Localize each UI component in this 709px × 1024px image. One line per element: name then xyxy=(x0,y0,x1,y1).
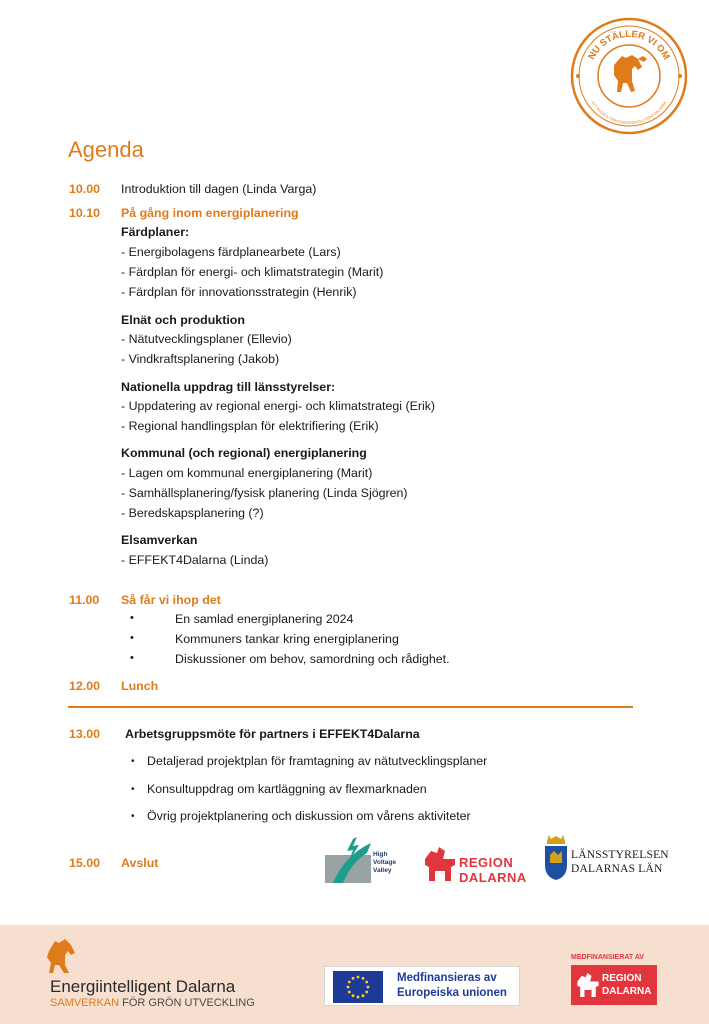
section-heading: Nationella uppdrag till länsstyrelser: xyxy=(121,380,336,394)
region-dalarna-footer-logo xyxy=(571,965,657,1005)
medfinansierat-label: MEDFINANSIERAT AV xyxy=(571,954,644,961)
time-1500: 15.00 xyxy=(69,856,101,870)
section-heading: Elnät och produktion xyxy=(121,313,245,327)
bullet-icon: • xyxy=(131,784,135,795)
eu-line2: Europeiska unionen xyxy=(397,987,507,999)
section-line: - Nätutvecklingsplaner (Ellevio) xyxy=(121,332,292,346)
bullet-icon: • xyxy=(130,652,134,664)
eu-flag-icon xyxy=(333,971,383,1003)
section-line: - Färdplan för energi- och klimatstrategin (Marit) xyxy=(121,265,384,279)
time-1200: 12.00 xyxy=(69,679,101,693)
badge-bottom-text: ETT INITIATIV FRÅN ENERGIINTELLIGENT DALARNA xyxy=(590,100,668,126)
bullet-icon: • xyxy=(130,632,134,644)
section-heading: Färdplaner: xyxy=(121,225,190,239)
region-text: REGION xyxy=(459,855,514,870)
lansstyrelsen-logo xyxy=(543,833,668,883)
bullet-icon: • xyxy=(131,756,135,767)
section-heading: Elsamverkan xyxy=(121,533,198,547)
high-voltage-valley-logo xyxy=(323,835,401,887)
tagline-rest: FÖR GRÖN UTVECKLING xyxy=(119,997,255,1009)
bullet-item: Detaljerad projektplan för framtagning av nätutvecklingsplaner xyxy=(147,754,488,768)
agenda-item-end: Avslut xyxy=(121,856,159,870)
agenda-item-title-1300: Arbetsgruppsmöte för partners i EFFEKT4Dalarna xyxy=(125,727,420,741)
section-line: - Regional handlingsplan för elektrifiering (Erik) xyxy=(121,419,379,433)
bullet-item: Konsultuppdrag om kartläggning av flexmarknaden xyxy=(147,782,427,796)
section-line: - Beredskapsplanering (?) xyxy=(121,506,264,520)
agenda-item-title-1010: På gång inom energiplanering xyxy=(121,206,299,220)
tagline-highlight: SAMVERKAN xyxy=(50,997,120,1009)
section-line: - Uppdatering av regional energi- och klimatstrategi (Erik) xyxy=(121,399,436,413)
dalarna-text: DALARNA xyxy=(459,870,527,885)
time-1100: 11.00 xyxy=(69,593,100,607)
page-title: Agenda xyxy=(68,137,144,162)
bullet-item: En samlad energiplanering 2024 xyxy=(175,612,354,626)
bullet-item: Övrig projektplanering och diskussion om vårens aktiviteter xyxy=(147,809,471,823)
agenda-item-lunch: Lunch xyxy=(121,679,159,693)
lansstyrelsen-text: LÄNSSTYRELSEN xyxy=(571,849,669,861)
bullet-icon: • xyxy=(131,811,135,822)
badge-top-text: NU STÄLLER VI OM xyxy=(586,28,672,62)
divider xyxy=(68,706,633,708)
time-1000: 10.00 xyxy=(69,182,101,196)
section-line: - Vindkraftsplanering (Jakob) xyxy=(121,352,280,366)
section-line: - Lagen om kommunal energiplanering (Marit) xyxy=(121,466,373,480)
bullet-item: Kommuners tankar kring energiplanering xyxy=(175,632,399,646)
section-line: - Samhällsplanering/fysisk planering (Linda Sjögren) xyxy=(121,486,408,500)
footer-brand: Energiintelligent Dalarna xyxy=(50,977,236,996)
region-dalarna-logo xyxy=(423,843,533,885)
coat-of-arms-icon xyxy=(543,833,569,881)
eu-line1: Medfinansieras av xyxy=(397,972,497,984)
time-1300: 13.00 xyxy=(69,727,101,741)
dalarnas-lan-text: DALARNAS LÄN xyxy=(571,863,663,875)
hvv-text: High Voltage Valley xyxy=(373,851,396,874)
bullet-icon: • xyxy=(130,612,134,624)
footer-tagline xyxy=(50,997,255,1009)
footer-dalarna-text: DALARNA xyxy=(602,986,652,997)
section-line: - Färdplan för innovationsstrategin (Henrik) xyxy=(121,285,357,299)
section-heading: Kommunal (och regional) energiplanering xyxy=(121,446,367,460)
nu-staller-vi-om-badge xyxy=(570,17,688,135)
eu-cofinanced-box xyxy=(324,966,520,1006)
footer-region-text: REGION xyxy=(602,973,642,984)
section-line: - EFFEKT4Dalarna (Linda) xyxy=(121,553,269,567)
agenda-item-intro: Introduktion till dagen (Linda Varga) xyxy=(121,182,317,196)
horse-logo-icon xyxy=(45,935,81,975)
dalahorse-icon xyxy=(423,845,457,883)
dalahorse-white-icon xyxy=(576,971,600,999)
footer xyxy=(0,925,709,1024)
agenda-item-title-1100: Så får vi ihop det xyxy=(121,593,221,607)
time-1010: 10.10 xyxy=(69,206,101,220)
bullet-item: Diskussioner om behov, samordning och rådighet. xyxy=(175,652,450,666)
section-line: - Energibolagens färdplanearbete (Lars) xyxy=(121,245,341,259)
